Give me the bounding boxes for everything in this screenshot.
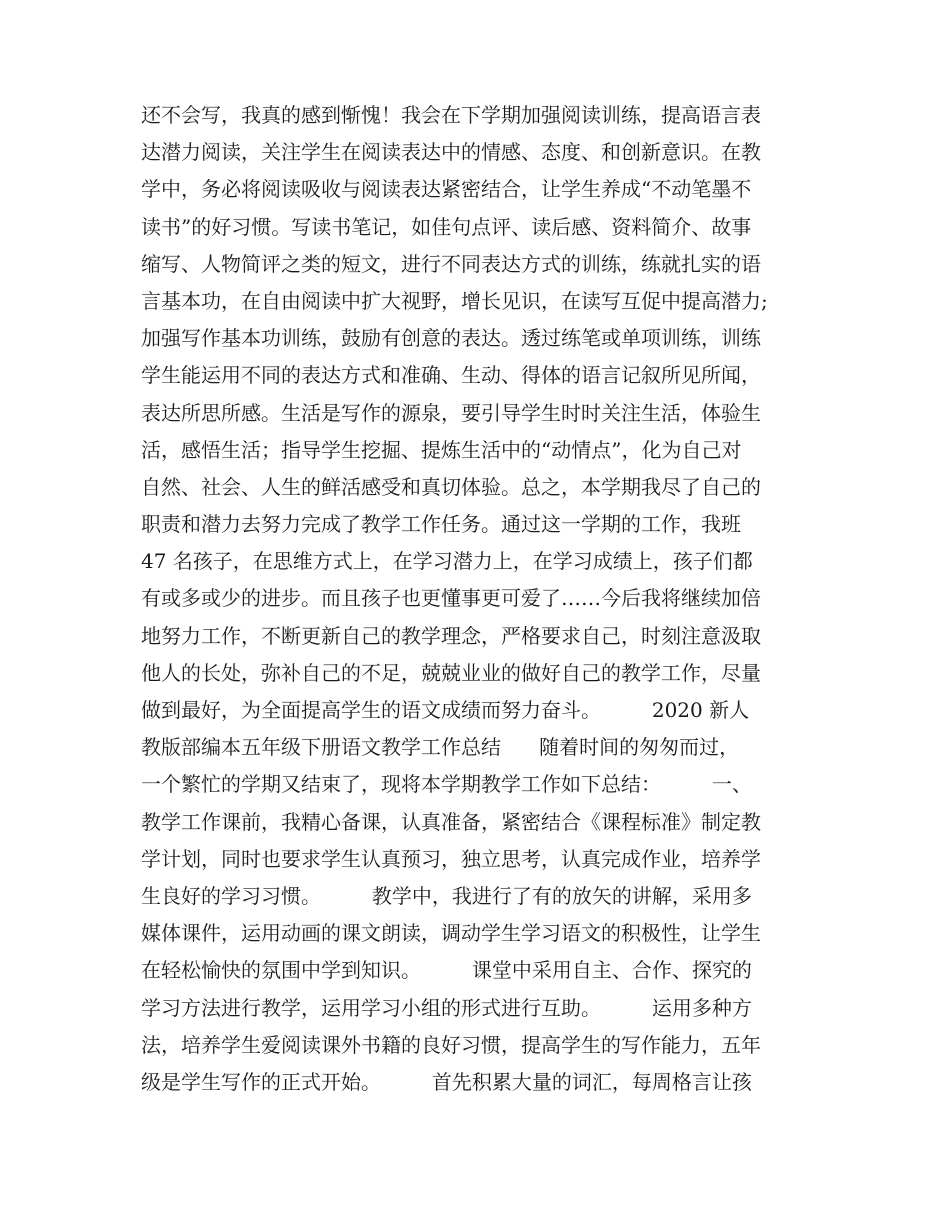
text-line-20: 教学工作课前，我精心备课，认真准备，紧密结合《课程标准》制定教	[141, 809, 761, 834]
text-line-15: 地努力工作，不断更新自己的教学理念，严格要求自己，时刻注意汲取	[141, 623, 761, 648]
text-line-24: 在轻松愉快的氛围中学到知识。 课堂中采用自主、合作、探究的	[141, 958, 752, 983]
text-line-18: 教版部编本五年级下册语文教学工作总结 随着时间的匆匆而过，	[141, 735, 740, 760]
text-line-8: 学生能运用不同的表达方式和准确、生动、得体的语言记叙所见所闻，	[141, 363, 761, 388]
text-line-9: 表达所思所感。生活是写作的源泉，要引导学生时时关注生活，体验生	[141, 400, 761, 425]
text-line-4: 读书”的好习惯。写读书笔记，如佳句点评、读后感、资料简介、故事	[141, 214, 752, 239]
text-line-27: 级是学生写作的正式开始。 首先积累大量的词汇，每周格言让孩	[141, 1069, 752, 1094]
text-line-6: 言基本功，在自由阅读中扩大视野，增长见识，在读写互促中提高潜力;	[141, 288, 768, 313]
text-line-2: 达潜力阅读，关注学生在阅读表达中的情感、态度、和创新意识。在教	[141, 140, 761, 165]
text-line-26: 法，培养学生爱阅读课外书籍的良好习惯，提高学生的写作能力，五年	[141, 1032, 761, 1057]
text-line-25: 学习方法进行教学，运用学习小组的形式进行互助。 运用多种方	[141, 995, 752, 1020]
text-line-11: 自然、社会、人生的鲜活感受和真切体验。总之，本学期我尽了自己的	[141, 474, 761, 499]
text-line-23: 媒体课件，运用动画的课文朗读，调动学生学习语文的积极性，让学生	[141, 921, 761, 946]
text-line-21: 学计划，同时也要求学生认真预习，独立思考，认真完成作业，培养学	[141, 846, 761, 871]
text-line-12: 职责和潜力去努力完成了教学工作任务。通过这一学期的工作，我班	[141, 512, 741, 537]
text-line-1: 还不会写，我真的感到惭愧！我会在下学期加强阅读训练，提高语言表	[141, 103, 761, 127]
text-line-14: 有或多或少的进步。而且孩子也更懂事更可爱了……今后我将继续加倍	[141, 586, 761, 611]
text-line-3: 学中，务必将阅读吸收与阅读表达紧密结合，让学生养成“不动笔墨不	[141, 177, 752, 202]
text-line-10: 活，感悟生活；指导学生挖掘、提炼生活中的“动情点”，化为自己对	[141, 437, 742, 462]
text-line-22: 生良好的学习习惯。 教学中，我进行了有的放矢的讲解，采用多	[141, 883, 752, 908]
text-line-16: 他人的长处，弥补自己的不足，兢兢业业的做好自己的教学工作，尽量	[141, 660, 761, 685]
document-body-text	[141, 97, 831, 1101]
text-line-13: 47 名孩子，在思维方式上，在学习潜力上，在学习成绩上，孩子们都	[141, 549, 753, 574]
text-line-17: 做到最好，为全面提高学生的语文成绩而努力奋斗。 2020 新人	[141, 698, 750, 722]
text-line-19: 一个繁忙的学期又结束了，现将本学期教学工作如下总结： 一、	[141, 772, 752, 797]
text-line-5: 缩写、人物简评之类的短文，进行不同表达方式的训练，练就扎实的语	[141, 251, 761, 276]
text-line-7: 加强写作基本功训练，鼓励有创意的表达。透过练笔或单项训练，训练	[141, 326, 761, 351]
